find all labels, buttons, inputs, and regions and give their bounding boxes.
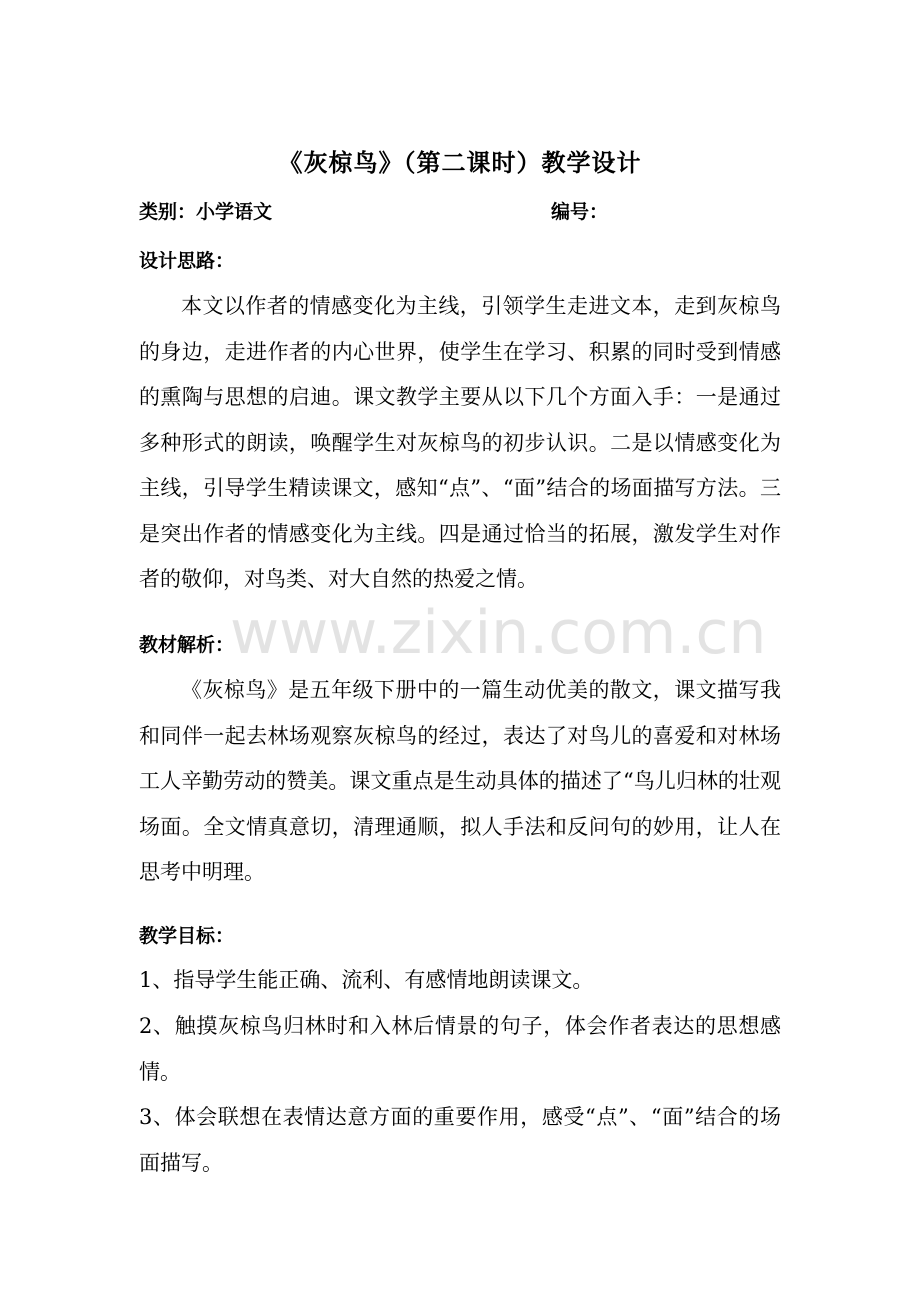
category-label: 类别：小学语文	[139, 201, 273, 223]
design-paragraph: 本文以作者的情感变化为主线，引领学生走进文本，走到灰椋鸟的身边，走进作者的内心世界，使学生在学习、积累的同时受到情感的熏陶与思想的启迪。课文教学主要从以下几个方面入手：一是通过多种形式的朗读，唤醒学生对灰椋鸟的初步认识。二是以情感变化为主线，引导学生精读课文，感知“点”、“面”结合的场面描写方法。三是突出作者的情感变化为主线。四是通过恰当的拓展，激发学生对作者的敬仰，对鸟类、对大自然的热爱之情。	[139, 294, 781, 591]
document-title: 《灰椋鸟》（第二课时）教学设计	[278, 148, 642, 177]
goal-item-1: 1、指导学生能正确、流利、有感情地朗读课文。	[139, 968, 594, 992]
design-heading: 设计思路：	[139, 250, 235, 272]
analysis-paragraph: 《灰椋鸟》是五年级下册中的一篇生动优美的散文，课文描写我和同伴一起去林场观察灰椋鸟的经过，表达了对鸟儿的喜爱和对林场工人辛勤劳动的赞美。课文重点是生动具体的描述了“鸟儿归林的壮观场面。全文情真意切，清理通顺，拟人手法和反问句的妙用，让人在思考中明理。	[139, 678, 781, 884]
goals-heading: 教学目标：	[139, 925, 235, 947]
analysis-heading: 教材解析：	[139, 634, 235, 656]
meta-row	[139, 197, 789, 227]
watermark: www.zixin.com.cn	[230, 598, 767, 668]
goal-item-2: 2、触摸灰椋鸟归林时和入林后情景的句子，体会作者表达的思想感情。	[139, 1014, 781, 1084]
number-label: 编号：	[551, 201, 609, 223]
goal-item-3: 3、体会联想在表情达意方面的重要作用，感受“点”、“面”结合的场面描写。	[139, 1105, 781, 1175]
